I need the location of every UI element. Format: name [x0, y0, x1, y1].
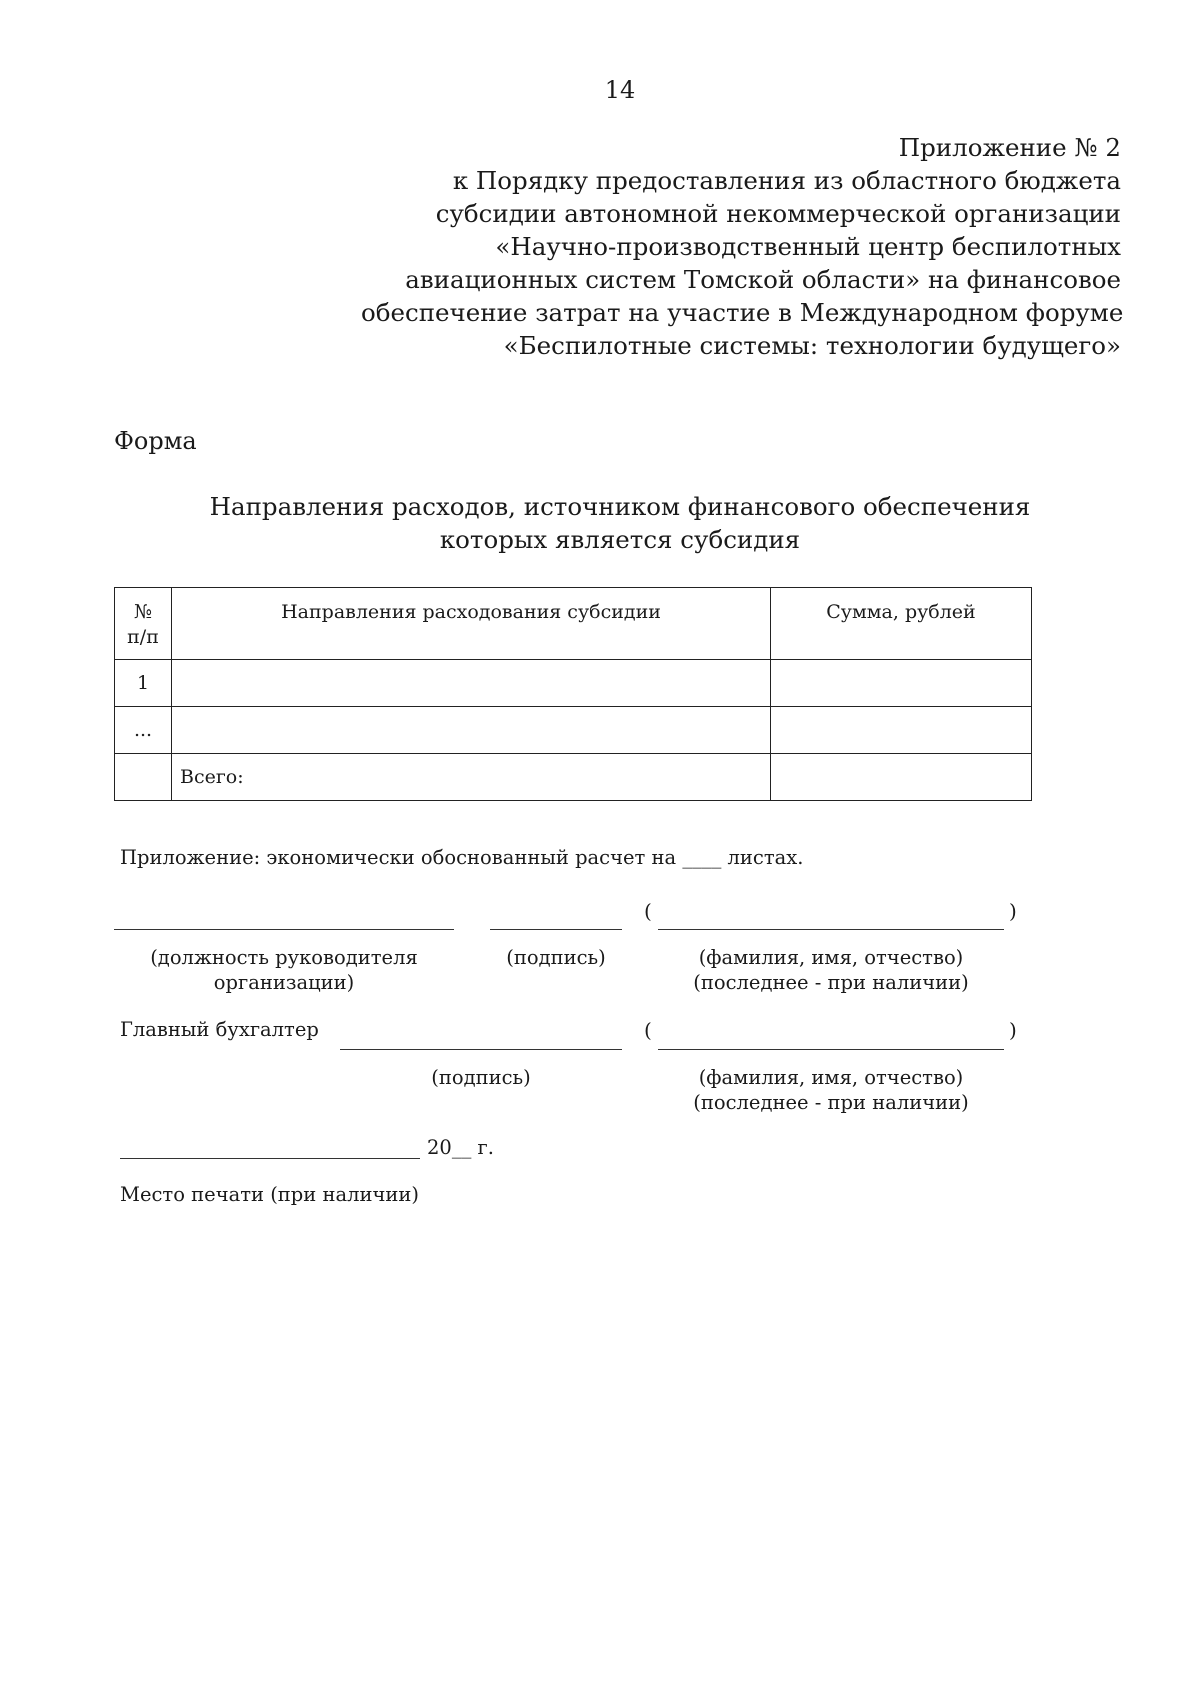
- appendix-header: [361, 131, 1124, 362]
- total-sum-cell[interactable]: [771, 754, 1032, 801]
- accountant-fio-caption: [658, 1065, 1004, 1115]
- caption-line: (фамилия, имя, отчество): [698, 946, 964, 969]
- table-row: [115, 707, 1032, 754]
- accountant-signature-line[interactable]: [340, 1049, 622, 1050]
- accountant-fio-line[interactable]: [658, 1049, 1004, 1050]
- expenses-table: [114, 587, 1032, 801]
- head-fio-line[interactable]: [658, 929, 1004, 930]
- total-label: Всего:: [172, 754, 771, 801]
- head-fio-caption: [658, 945, 1004, 995]
- accountant-signature-caption: (подпись): [431, 1066, 531, 1089]
- head-signature-caption: (подпись): [506, 946, 606, 969]
- chief-accountant-label: Главный бухгалтер: [120, 1018, 319, 1041]
- date-year-suffix: 20__ г.: [427, 1136, 494, 1159]
- date-line[interactable]: [120, 1158, 420, 1159]
- open-paren: (: [644, 899, 652, 923]
- row-direction-cell[interactable]: [172, 707, 771, 754]
- header-sum: Сумма, рублей: [771, 588, 1032, 660]
- appendix-line: к Порядку предоставления из областного бюджета: [452, 166, 1121, 195]
- row-number: ...: [115, 707, 172, 754]
- head-signature-line[interactable]: [490, 929, 622, 930]
- appendix-line: Приложение № 2: [898, 133, 1121, 162]
- appendix-line: субсидии автономной некоммерческой организации: [435, 199, 1121, 228]
- row-sum-cell[interactable]: [771, 707, 1032, 754]
- header-number: [115, 588, 172, 660]
- table-header-row: [115, 588, 1032, 660]
- total-number-cell: [115, 754, 172, 801]
- form-label: Форма: [114, 427, 197, 455]
- header-direction: Направления расходования субсидии: [172, 588, 771, 660]
- caption-line: (должность руководителя: [150, 946, 418, 969]
- head-position-line[interactable]: [114, 929, 454, 930]
- page-number: 14: [604, 76, 636, 104]
- attachment-note: Приложение: экономически обоснованный расчет на ____ листах.: [120, 846, 804, 869]
- head-position-caption: [114, 945, 454, 995]
- caption-line: (последнее - при наличии): [693, 1091, 969, 1114]
- appendix-line: авиационных систем Томской области» на финансовое: [405, 265, 1121, 294]
- caption-line: (фамилия, имя, отчество): [698, 1066, 964, 1089]
- row-sum-cell[interactable]: [771, 660, 1032, 707]
- close-paren: ): [1009, 899, 1017, 923]
- table-total-row: [115, 754, 1032, 801]
- close-paren: ): [1009, 1018, 1017, 1042]
- header-number-abbr: п/п: [127, 626, 159, 648]
- caption-line: (последнее - при наличии): [693, 971, 969, 994]
- table-row: [115, 660, 1032, 707]
- appendix-line: «Беспилотные системы: технологии будущего»: [503, 331, 1121, 360]
- appendix-line: обеспечение затрат на участие в Международном форуме: [361, 298, 1124, 327]
- open-paren: (: [644, 1018, 652, 1042]
- caption-line: организации): [213, 971, 355, 994]
- stamp-place: Место печати (при наличии): [120, 1183, 419, 1206]
- appendix-line: «Научно-производственный центр беспилотных: [495, 232, 1121, 261]
- title-line-2: которых является субсидия: [439, 525, 801, 554]
- row-number: 1: [115, 660, 172, 707]
- row-direction-cell[interactable]: [172, 660, 771, 707]
- document-title: [180, 490, 1060, 556]
- header-number-symbol: №: [134, 601, 152, 623]
- title-line-1: Направления расходов, источником финансового обеспечения: [209, 492, 1031, 521]
